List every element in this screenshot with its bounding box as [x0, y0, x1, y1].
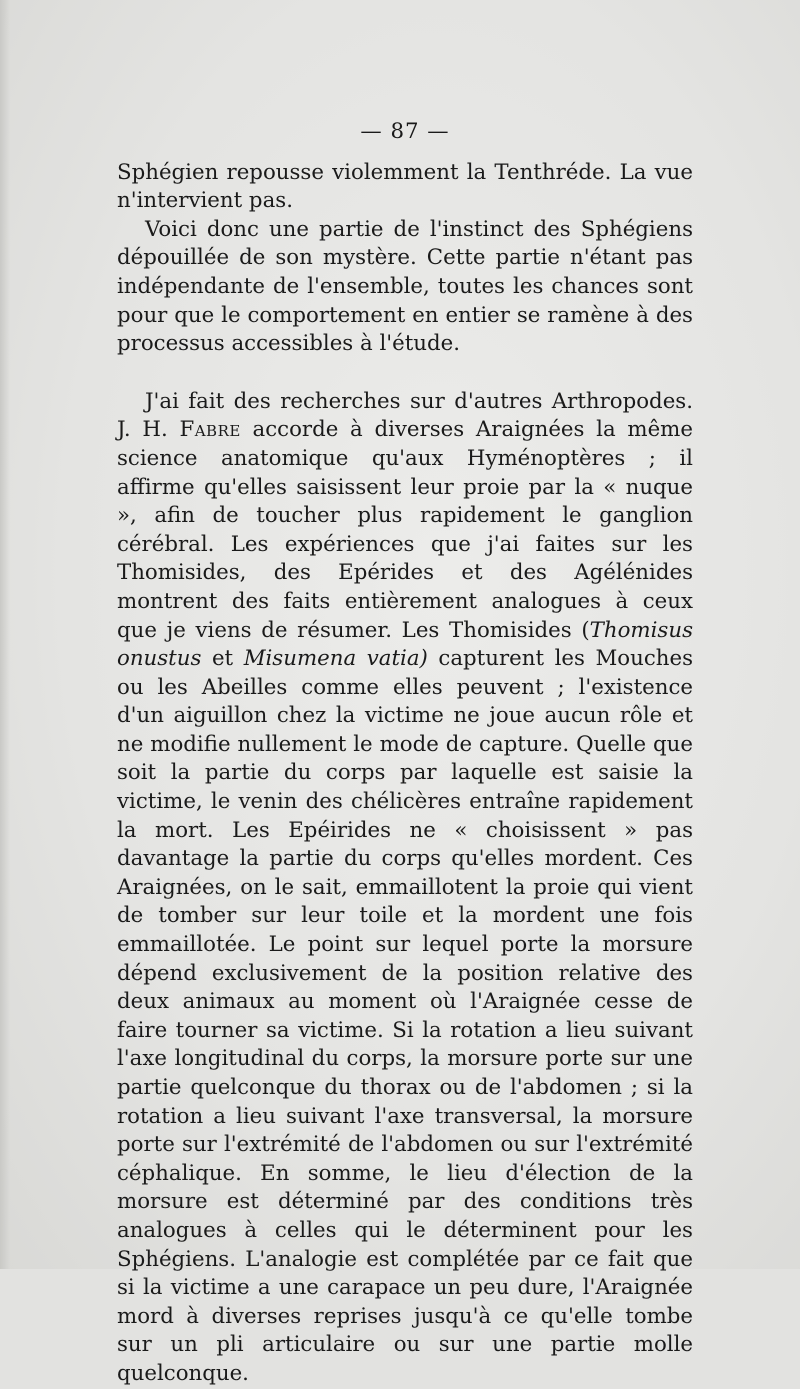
page-text-block: [117, 118, 693, 1389]
paragraph-3-text-d: capturent les Mouches ou les Abeilles comme elles peuvent ; l'existence d'un aiguillon chez la victime ne joue aucun rôle et ne modifie nullement le mode de capture. Quelle que soit la partie du corps par laquelle est saisie la victime, le venin des chélicères entraîne rapidement la mort. Les Epéirides ne « choisissent » pas davantage la partie du corps qu'elles mordent. Ces Araignées, on le sait, emmaillotent la proie qui vient de tomber sur leur toile et la mordent une fois emmaillotée. Le point sur lequel porte la morsure dépend exclusivement de la position relative des deux animaux au moment où l'Araignée cesse de faire tourner sa victime. Si la rotation a lieu suivant l'axe longitudinal du corps, la morsure porte sur une partie quelconque du thorax ou de l'abdomen ; si la rotation a lieu suivant l'axe transversal, la morsure porte sur l'extrémité de l'abdomen ou sur l'extrémité céphalique. En somme, le lieu d'élection de la morsure est déterminé par des conditions très analogues à celles qui le déterminent pour les Sphégiens. L'analogie est complétée par ce fait que si la victime a une carapace un peu dure, l'Araignée mord à diverses reprises jusqu'à ce qu'elle tombe sur un pli articulaire ou sur une partie molle quelconque.: [117, 646, 693, 1386]
paragraph-1: Sphégien repousse violemment la Tenthréde. La vue n'intervient pas.: [117, 159, 693, 214]
species-name-1: Thomisus onustus: [117, 617, 693, 672]
paragraph-3-text-a: J'ai fait des recherches sur d'autres Arthropodes. J. H.: [117, 388, 693, 443]
paragraph-3-text-c: et: [201, 646, 244, 672]
page-edge-shadow: [0, 0, 10, 1269]
page-number: — 87 —: [360, 119, 450, 144]
paragraph-3-text-b: accorde à diverses Araignées la même science anatomique qu'aux Hyménoptères ; il affirme qu'elles saisissent leur proie par la « nuque », afin de toucher plus rapidement le ganglion cérébral. Les expériences que j'ai faites sur les Thomisides, des Epérides et des Agélénides montrent des faits entièrement analogues à ceux que je viens de résumer. Les Thomisides (: [117, 417, 693, 643]
paragraph-gap: [117, 359, 693, 388]
species-name-2: Misumena vatia): [243, 646, 428, 672]
author-name: Fabre: [179, 417, 241, 443]
paragraph-2: Voici donc une partie de l'instinct des Sphégiens dépouillée de son mystère. Cette partie n'étant pas indépendante de l'ensemble, toutes les chances sont pour que le comportement en entier se ramène à des processus accessibles à l'étude.: [117, 216, 693, 357]
paragraph-3: [117, 388, 693, 1389]
